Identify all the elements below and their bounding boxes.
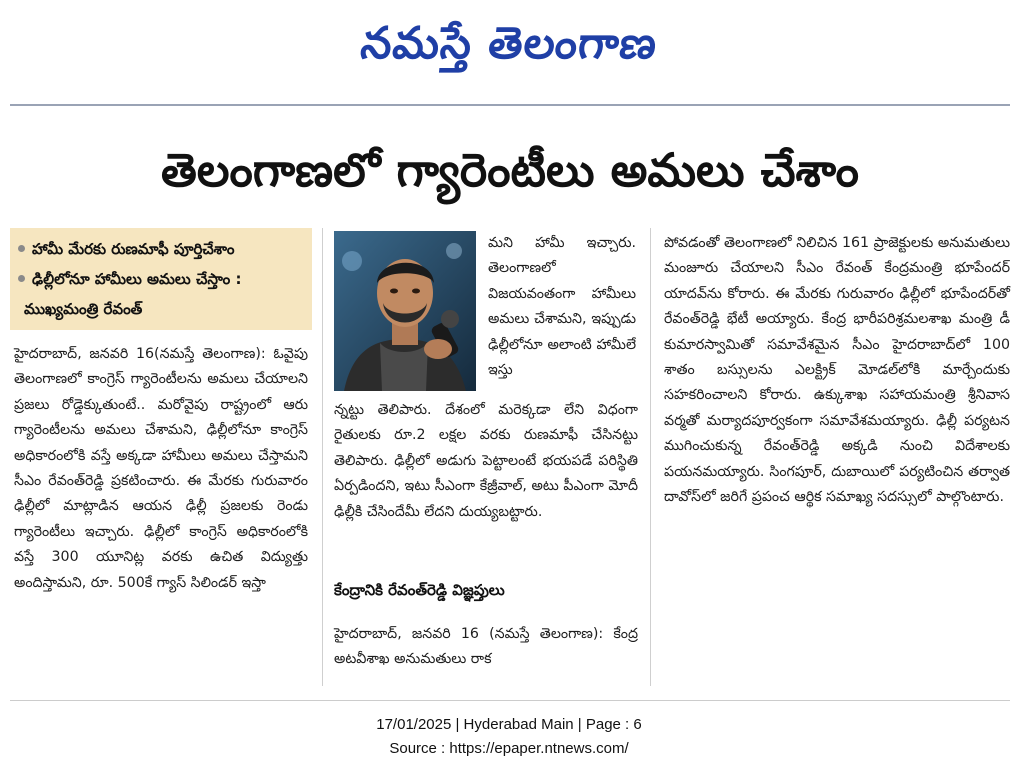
- column-2-sub-text: హైదరాబాద్, జనవరి 16 (నమస్తే తెలంగాణ): కేంద్ర అటవీశాఖ అనుమతులు రాక: [334, 626, 638, 668]
- chief-minister-photo: [334, 231, 476, 391]
- column-divider: [650, 228, 651, 686]
- highlight-attribution: ముఖ్యమంత్రి రేవంత్: [24, 300, 143, 318]
- column-2-side-text: మని హామీ ఇచ్చారు. తెలంగాణలో విజయవంతంగా హామీలు అమలు చేశామని, ఇప్పుడు ఢిల్లీలోనూ అలాంటి హామీలే ఇస్తు: [488, 235, 636, 379]
- article-column-2-continued: [334, 622, 638, 673]
- article-column-3: [664, 231, 1010, 510]
- column-1-text: హైదరాబాద్, జనవరి 16(నమస్తే తెలంగాణ): ఓవైపు తెలంగాణలో కాంగ్రెస్ గ్యారెంటీలను అమలు చేయాలని ప్రజలు రోడ్డెక్కుతుంటే.. మరోవైపు రాష్ట్రంలో ఆరు గ్యారెంటీలను అమలు చేశామని, ఢిల్లీలోనూ కాంగ్రెస్ అధికారంలోకి వస్తే అక్కడా హామీలు అమలు చేస్తామని సీఎం రేవంత్‌రెడ్డి ప్రకటించారు. ఈ మేరకు గురువారం ఢిల్లీలో మాట్లాడిన ఆయన ఢిల్లీ ప్రజలకు రెండు గ్యారెంటీలు ఇచ్చారు. ఢిల్లీలో కాంగ్రెస్ అధికారంలోకి వస్తే 300 యూనిట్ల వరకు ఉచిత విద్యుత్తు అందిస్తామని, రూ. 500కే గ్యాస్ సిలిండర్ ఇస్తా: [14, 346, 308, 591]
- masthead-logo: నమస్తే తెలంగాణ: [358, 18, 660, 69]
- headline: తెలంగాణలో గ్యారెంటీలు అమలు చేశాం: [161, 143, 859, 197]
- masthead: [0, 8, 1018, 80]
- article-column-2: [334, 398, 638, 525]
- portrait-illustration: [334, 231, 476, 391]
- subheading: కేంద్రానికి రేవంత్‌రెడ్డి విజ్ఞప్తులు: [334, 581, 505, 599]
- article-column-2-side: [488, 231, 636, 383]
- column-divider: [322, 228, 323, 686]
- footer-date-line: 17/01/2025 | Hyderabad Main | Page : 6: [376, 716, 642, 733]
- column-3-text: పోవడంతో తెలంగాణలో నిలిచిన 161 ప్రాజెక్టులకు అనుమతులు మంజూరు చేయాలని సీఎం రేవంత్ కేంద్రమంత్రి భూపేందర్ యాదవ్‌ను కోరారు. ఈ మేరకు గురువారం ఢిల్లీలో భూపేందర్‌తో రేవంత్‌రెడ్డి భేటీ అయ్యారు. కేంద్ర భారీపరిశ్రమలశాఖ మంత్రి డీ కుమారస్వామితో సమావేశమైన సీఎం హైదరాబాద్‌లో 100 శాతం బస్సులను ఎలక్ట్రిక్ మోడల్‌లోకి మార్చేందుకు సహకరించాలని కోరారు. ఉక్కుశాఖ సహాయమంత్రి శ్రీనివాస వర్మతో మర్యాదపూర్వకంగా సమావేశమయ్యారు. ఢిల్లీ పర్యటన ముగించుకున్న రేవంత్‌రెడ్డి అక్కడి నుంచి విదేశాలకు పయనమయ్యారు. సింగపూర్, దుబాయిలో పర్యటించిన తర్వాత దావోస్‌లో జరిగే ప్రపంచ ఆర్థిక సమాఖ్య సదస్సులో పాల్గొంటారు.: [664, 235, 1010, 506]
- bullet-icon: [18, 245, 25, 252]
- bullet-icon: [18, 275, 25, 282]
- highlights-box: [10, 228, 312, 330]
- masthead-divider: [10, 104, 1010, 106]
- footer-source-line: Source : https://epaper.ntnews.com/: [389, 740, 629, 757]
- column-2-text: న్నట్టు తెలిపారు. దేశంలో మరెక్కడా లేని విధంగా రైతులకు రూ.2 లక్షల వరకు రుణమాఫీ చేసినట్టు తెలిపారు. ఢిల్లీలో అడుగు పెట్టాలంటే భయపడే పరిస్థితి ఏర్పడిందని, ఇటు సీఎంగా కేజ్రీవాల్, అటు పీఎంగా మోదీ ఢిల్లీకి చేసిందేమీ లేదని దుయ్యబట్టారు.: [334, 402, 638, 520]
- highlight-item: ఢిల్లీలోనూ హామీలు అమలు చేస్తాం :: [18, 264, 304, 294]
- article-column-1: [14, 342, 308, 596]
- highlight-item: హామీ మేరకు రుణమాఫీ పూర్తిచేశాం: [18, 234, 304, 264]
- footer-divider: [10, 700, 1010, 701]
